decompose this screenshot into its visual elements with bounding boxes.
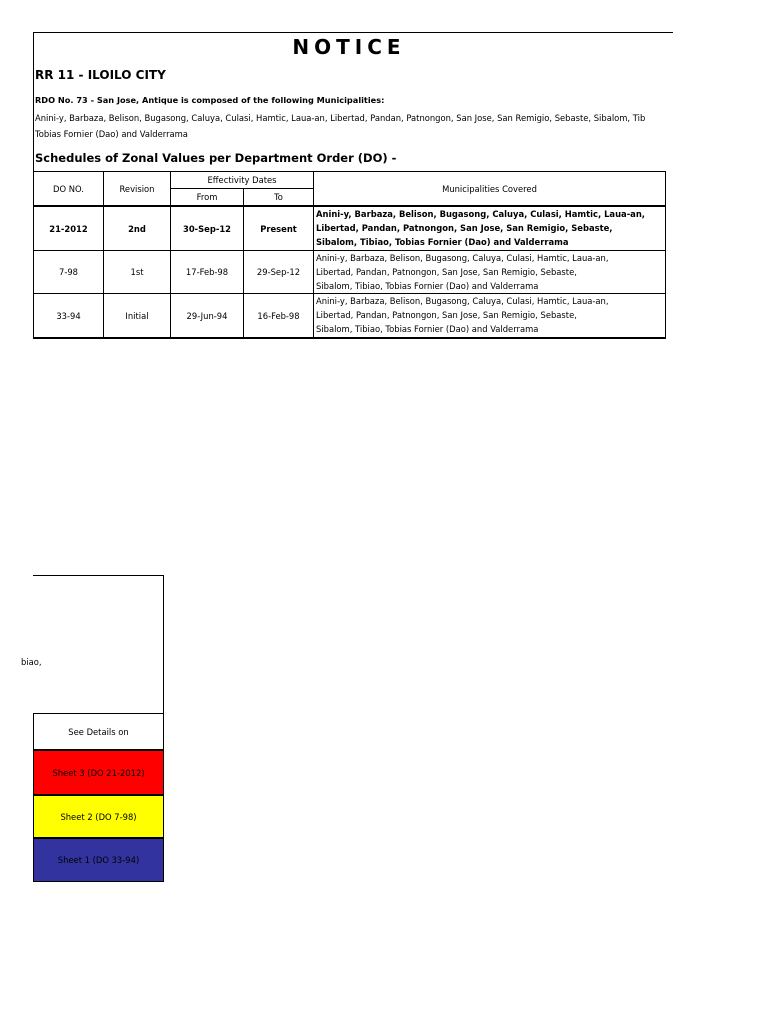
table-row	[34, 250, 666, 294]
revision: Initial	[104, 294, 171, 338]
rdo-description: RDO No. 73 - San Jose, Antique is composed of the following Municipalities:	[35, 95, 385, 105]
munis-line: Anini-y, Barbaza, Belison, Bugasong, Caluya, Culasi, Hamtic, Laua-an,	[316, 252, 609, 263]
revision: 1st	[104, 250, 171, 294]
schedules-title: Schedules of Zonal Values per Department Order (DO) -	[35, 151, 397, 165]
header-revision: Revision	[104, 172, 171, 207]
partial-municipalities-text	[21, 657, 53, 667]
do-number: 21-2012	[34, 206, 104, 250]
date-from: 29-Jun-94	[171, 294, 244, 338]
date-to: 16-Feb-98	[244, 294, 314, 338]
legend-sheet-3[interactable]: Sheet 3 (DO 21-2012)	[33, 750, 164, 795]
header-municipalities: Municipalities Covered	[314, 172, 666, 207]
munis-line: Libertad, Pandan, Patnongon, San Jose, San Remigio, Sebaste,	[316, 266, 577, 277]
legend-sheet-1[interactable]: Sheet 1 (DO 33-94)	[33, 838, 164, 882]
municipalities-line-2: Tobias Fornier (Dao) and Valderrama	[35, 129, 188, 139]
municipalities-line-1: Anini-y, Barbaza, Belison, Bugasong, Caluya, Culasi, Hamtic, Laua-an, Libertad, Pandan, Patnongon, San Jose, San Remigio, Sebaste, Sibalom, Tib	[35, 113, 646, 123]
notice-title: NOTICE	[292, 35, 406, 59]
date-from: 30-Sep-12	[171, 206, 244, 250]
munis-line: Anini-y, Barbaza, Belison, Bugasong, Caluya, Culasi, Hamtic, Laua-an,	[316, 296, 609, 307]
header-do-no: DO NO.	[34, 172, 104, 207]
header-to: To	[244, 189, 314, 207]
partial-text: biao,	[21, 657, 42, 667]
legend-header: See Details on	[33, 713, 164, 750]
munis-line: Sibalom, Tibiao, Tobias Fornier (Dao) and Valderrama	[316, 237, 569, 248]
munis-line: Sibalom, Tibiao, Tobias Fornier (Dao) and Valderrama	[316, 280, 539, 291]
region-title: RR 11 - ILOILO CITY	[35, 68, 166, 82]
legend-sheet-2[interactable]: Sheet 2 (DO 7-98)	[33, 795, 164, 838]
do-schedule-table	[33, 171, 666, 339]
date-to: Present	[244, 206, 314, 250]
table-row	[34, 294, 666, 338]
do-number: 33-94	[34, 294, 104, 338]
munis-line: Anini-y, Barbaza, Belison, Bugasong, Caluya, Culasi, Hamtic, Laua-an,	[316, 209, 645, 220]
munis-line: Libertad, Pandan, Patnongon, San Jose, San Remigio, Sebaste,	[316, 223, 613, 234]
table-row	[34, 206, 666, 250]
revision: 2nd	[104, 206, 171, 250]
header-effectivity: Effectivity Dates	[171, 172, 314, 189]
municipalities-covered	[314, 206, 666, 250]
do-number: 7-98	[34, 250, 104, 294]
municipalities-covered	[314, 294, 666, 338]
date-from: 17-Feb-98	[171, 250, 244, 294]
header-from: From	[171, 189, 244, 207]
municipalities-covered	[314, 250, 666, 294]
munis-line: Sibalom, Tibiao, Tobias Fornier (Dao) and Valderrama	[316, 324, 539, 335]
munis-line: Libertad, Pandan, Patnongon, San Jose, San Remigio, Sebaste,	[316, 310, 577, 321]
date-to: 29-Sep-12	[244, 250, 314, 294]
